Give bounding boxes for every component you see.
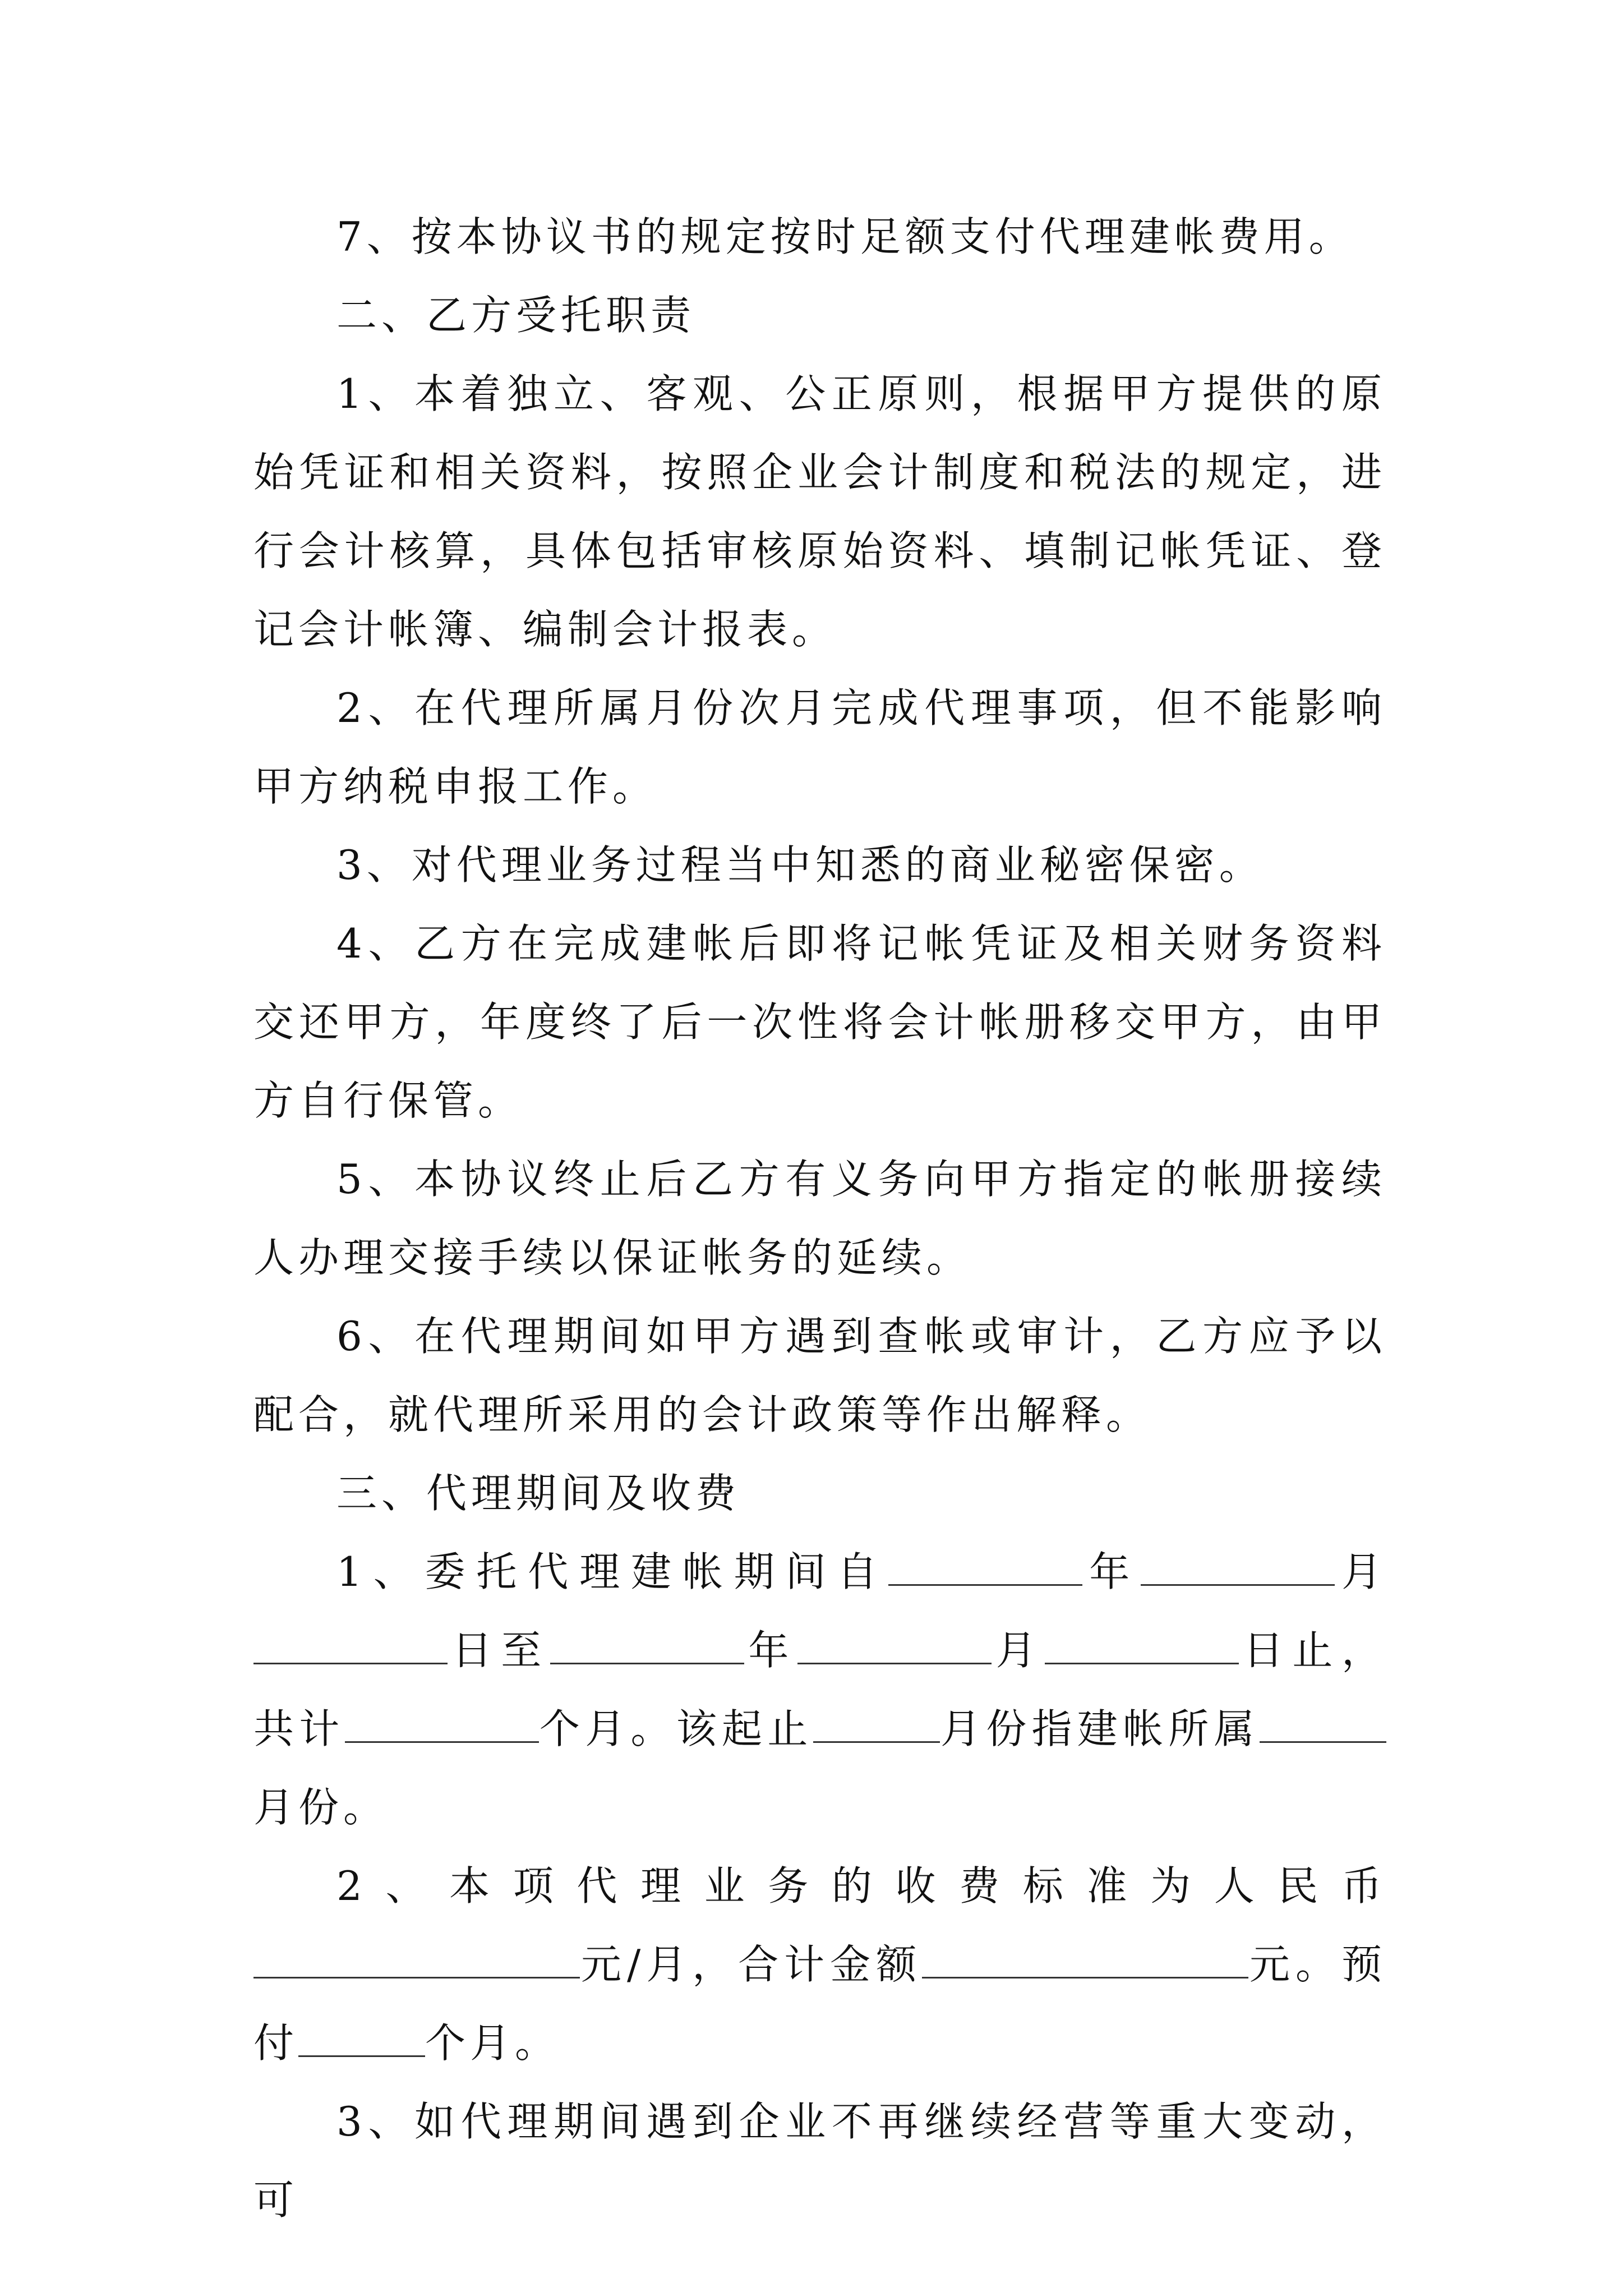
period-text-i: 月份指建帐所属 [939, 1705, 1260, 1752]
paragraph-c2-fee [253, 1847, 1386, 2082]
paragraph-b3: 3、对代理业务过程当中知悉的商业秘密保密。 [336, 841, 1264, 889]
blank-prepaid-months[interactable] [298, 2004, 425, 2057]
blank-end-year[interactable] [550, 1611, 744, 1664]
document-body [253, 197, 1386, 2239]
blank-period-range[interactable] [813, 1690, 940, 1743]
blank-total-months[interactable] [345, 1690, 539, 1743]
blank-total-amount[interactable] [922, 1925, 1248, 1978]
section-heading-3: 三、代理期间及收费 [336, 1470, 741, 1517]
paragraph-b2: 2、在代理所属月份次月完成代理事项，但不能影响甲方纳税申报工作。 [253, 684, 1386, 810]
paragraph-c1-period [253, 1533, 1386, 1847]
period-text-b: 年 [1082, 1548, 1141, 1595]
period-text-d: 日至 [448, 1627, 550, 1674]
blank-start-month[interactable] [1141, 1533, 1335, 1586]
paragraph-b4: 4、乙方在完成建帐后即将记帐凭证及相关财务资料交还甲方，年度终了后一次性将会计帐册移交甲方，由甲方自行保管。 [253, 920, 1386, 1124]
period-text-h: 个月。该起止 [538, 1705, 813, 1752]
fee-text-b: 元/月，合计金额 [580, 1941, 923, 1988]
paragraph-c3: 3、如代理期间遇到企业不再继续经营等重大变动，可 [253, 2098, 1386, 2224]
blank-belong-month[interactable] [1260, 1690, 1386, 1743]
paragraph-7: 7、按本协议书的规定按时足额支付代理建帐费用。 [336, 213, 1354, 260]
period-text-e: 年 [744, 1627, 797, 1674]
blank-start-day[interactable] [253, 1611, 448, 1664]
blank-end-day[interactable] [1045, 1611, 1239, 1664]
blank-monthly-fee[interactable] [253, 1925, 580, 1978]
blank-end-month[interactable] [797, 1611, 992, 1664]
fee-text-d: 个月。 [425, 2019, 560, 2067]
paragraph-b6: 6、在代理期间如甲方遇到查帐或审计，乙方应予以配合，就代理所采用的会计政策等作出解释。 [253, 1313, 1386, 1438]
section-heading-2: 二、乙方受托职责 [336, 292, 696, 339]
period-text-a: 1、委托代理建帐期间自 [336, 1548, 889, 1595]
paragraph-b5: 5、本协议终止后乙方有义务向甲方指定的帐册接续人办理交接手续以保证帐务的延续。 [253, 1156, 1386, 1281]
fee-text-c: 元。预付 [253, 1941, 1386, 2067]
period-text-g: 日止，共计 [253, 1627, 1386, 1752]
period-text-j: 月份。 [253, 1784, 389, 1831]
period-text-f: 月 [992, 1627, 1045, 1674]
blank-start-year[interactable] [888, 1533, 1082, 1586]
fee-text-a: 2、本项代理业务的收费标准为人民币 [336, 1862, 1386, 1910]
paragraph-b1: 1、本着独立、客观、公正原则，根据甲方提供的原始凭证和相关资料，按照企业会计制度和税法的规定，进行会计核算，具体包括审核原始资料、填制记帐凭证、登记会计帐簿、编制会计报表。 [253, 370, 1386, 653]
period-text-c: 月 [1335, 1548, 1386, 1595]
